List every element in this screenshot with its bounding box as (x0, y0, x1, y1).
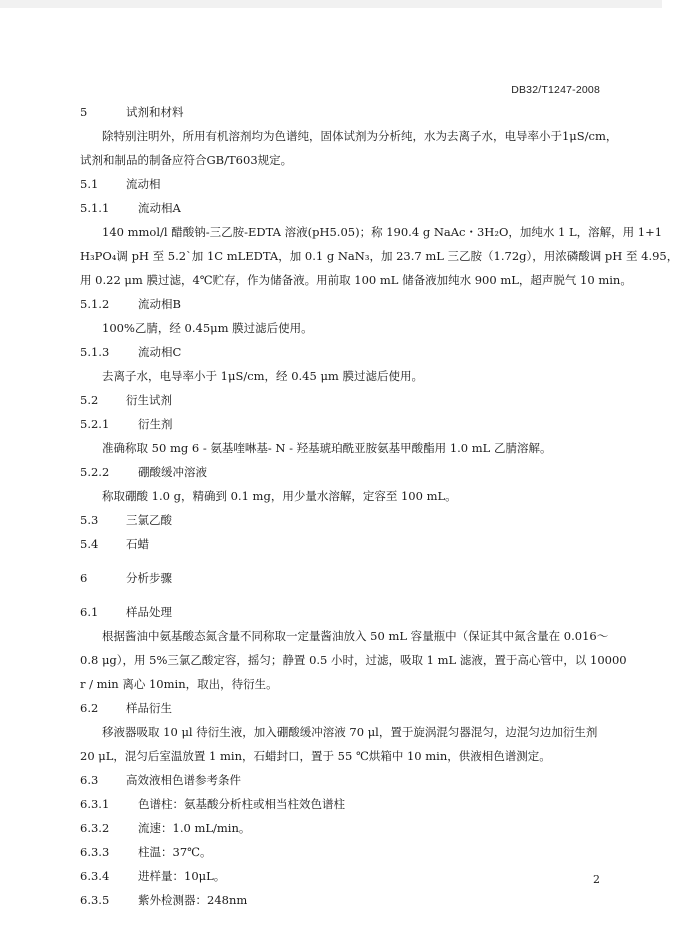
section-heading: 5.4 石蜡 (80, 537, 149, 551)
section-heading: 5.1.3 流动相C (80, 345, 182, 359)
paragraph: 准确称取 50 mg 6 - 氨基喹啉基- N - 羟基琥珀酰亚胺氨基甲酸酯用 1.0 mL 乙腈溶解。 (102, 441, 552, 455)
paragraph: 20 μL，混匀后室温放置 1 min，石蜡封口，置于 55 ℃烘箱中 10 min，供液相色谱测定。 (80, 749, 551, 763)
section-heading: 5 试剂和材料 (80, 105, 184, 119)
spacer (80, 590, 600, 600)
section-heading: 5.2.2 硼酸缓冲溶液 (80, 465, 207, 479)
section-heading: 5.3 三氯乙酸 (80, 513, 172, 527)
paragraph: r / min 离心 10min，取出，待衍生。 (80, 677, 278, 691)
section-heading: 6.3.1 色谱柱：氨基酸分析柱或相当柱效色谱柱 (80, 797, 345, 811)
standard-number: DB32/T1247-2008 (511, 84, 600, 96)
section-heading: 6.3.2 流速：1.0 mL/min。 (80, 821, 251, 835)
paragraph: 称取硼酸 1.0 g，精确到 0.1 mg，用少量水溶解，定容至 100 mL。 (102, 489, 457, 503)
paragraph: 移液器吸取 10 μl 待衍生液，加入硼酸缓冲溶液 70 μl，置于旋涡混匀器混匀，边混匀边加衍生剂 (102, 725, 598, 739)
section-heading: 5.1.2 流动相B (80, 297, 181, 311)
document-body (80, 100, 678, 912)
section-heading: 6.3.5 紫外检测器：248nm (80, 893, 248, 907)
section-heading: 5.2 衍生试剂 (80, 393, 172, 407)
page-number: 2 (593, 873, 600, 886)
paragraph: 除特别注明外，所用有机溶剂均为色谱纯，固体试剂为分析纯，水为去离子水，电导率小于1μS/cm， (102, 129, 618, 143)
section-heading: 6 分析步骤 (80, 571, 172, 585)
section-heading: 5.1.1 流动相A (80, 201, 181, 215)
paragraph: 根据酱油中氨基酸态氮含量不同称取一定量酱油放入 50 mL 容量瓶中（保证其中氮含量在 0.016～ (102, 629, 609, 643)
section-heading: 5.2.1 衍生剂 (80, 417, 173, 431)
section-heading: 5.1 流动相 (80, 177, 161, 191)
section-heading: 6.1 样品处理 (80, 605, 172, 619)
paragraph: 0.8 μg），用 5%三氯乙酸定容，摇匀；静置 0.5 小时，过滤，吸取 1 mL 滤液，置于高心管中，以 10000 (80, 653, 627, 667)
section-heading: 6.2 样品衍生 (80, 701, 172, 715)
section-heading: 6.3 高效液相色谱参考条件 (80, 773, 241, 787)
spacer (80, 556, 600, 566)
paragraph: 去离子水，电导率小于 1μS/cm，经 0.45 μm 膜过滤后使用。 (102, 369, 423, 383)
paragraph: H₃PO₄调 pH 至 5.2`加 1C mLEDTA，加 0.1 g NaN₃，加 23.7 mL 三乙胺（1.72g），用浓磷酸调 pH 至 4.95， (80, 249, 678, 263)
paragraph: 100%乙腈，经 0.45μm 膜过滤后使用。 (102, 321, 313, 335)
paragraph: 试剂和制品的制备应符合GB/T603规定。 (80, 153, 293, 167)
section-heading: 6.3.3 柱温：37℃。 (80, 845, 212, 859)
section-heading: 6.3.4 进样量：10μL。 (80, 869, 226, 883)
scan-edge (0, 0, 662, 8)
paragraph: 用 0.22 μm 膜过滤，4℃贮存，作为储备液。用前取 100 mL 储备液加纯水 900 mL，超声脱气 10 min。 (80, 273, 632, 287)
paragraph: 140 mmol/l 醋酸钠-三乙胺-EDTA 溶液(pH5.05)；称 190.4 g NaAc・3H₂O，加纯水 1 L，溶解，用 1+1 (102, 225, 663, 239)
